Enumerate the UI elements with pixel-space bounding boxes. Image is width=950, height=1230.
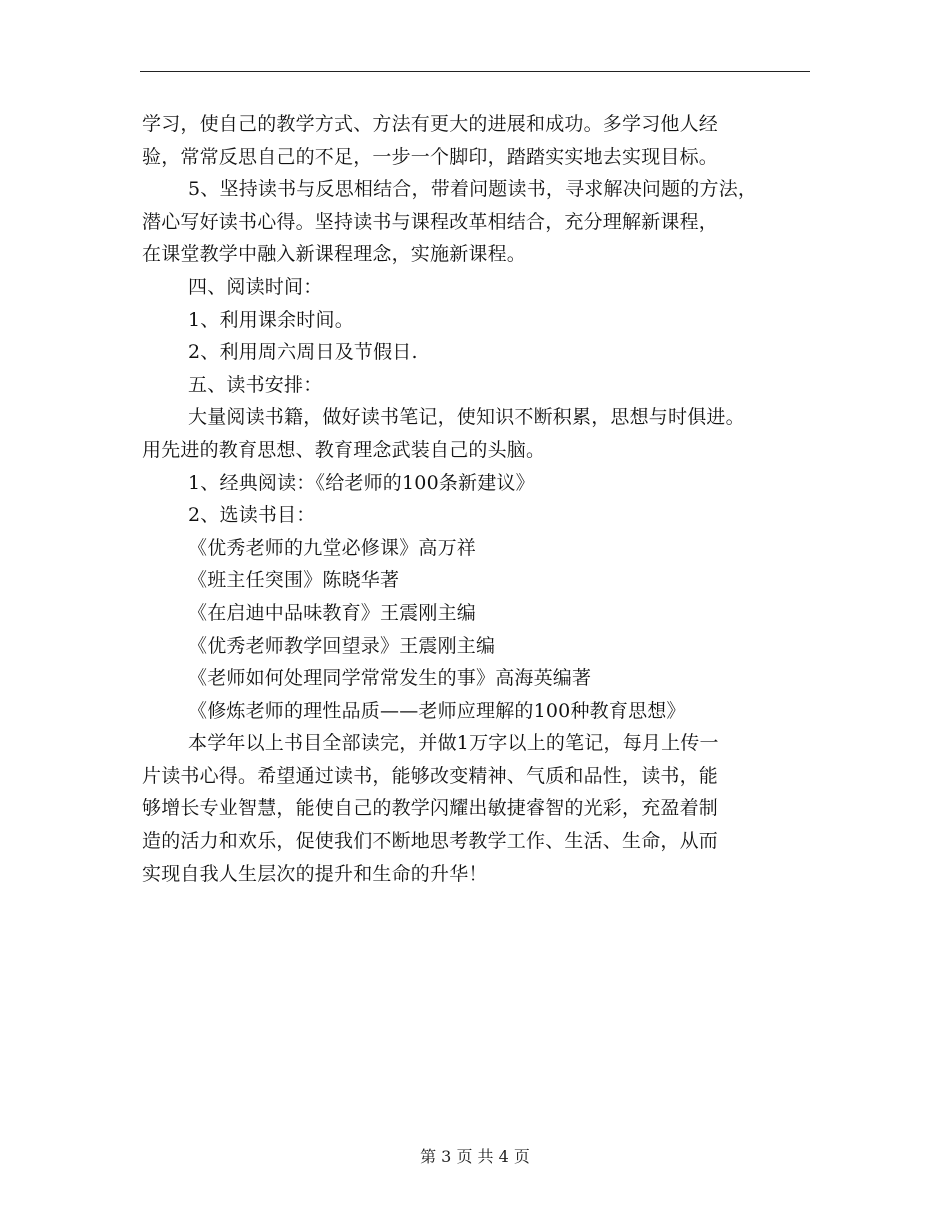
text-line: 《修炼老师的理性品质——老师应理解的100种教育思想》 [188,699,686,722]
text-line: 潜心写好读书心得。坚持读书与课程改革相结合，充分理解新课程， [142,210,719,233]
text-line: 实现自我人生层次的提升和生命的升华！ [142,862,488,885]
text-line: 大量阅读书籍，做好读书笔记，使知识不断积累，思想与时俱进。 [188,406,745,429]
text-line: 四、阅读时间： [188,275,323,298]
text-line: 1、利用课余时间。 [188,308,354,331]
page-footer: 第 3 页 共 4 页 [420,1147,530,1166]
body-text [142,108,832,890]
text-line: 在课堂教学中融入新课程理念，实施新课程。 [142,243,527,266]
text-line: 《老师如何处理同学常常发生的事》高海英编著 [188,667,592,690]
text-line: 造的活力和欢乐，促使我们不断地思考教学工作、生活、生命，从而 [142,830,719,853]
text-line: 2、选读书目： [188,504,316,527]
text-line: 五、读书安排： [188,373,323,396]
text-line: 本学年以上书目全部读完，并做1万字以上的笔记，每月上传一 [188,732,719,755]
text-line: 学习，使自己的教学方式、方法有更大的进展和成功。多学习他人经 [142,113,719,135]
text-line: 片读书心得。希望通过读书，能够改变精神、气质和品性，读书，能 [142,764,719,787]
text-line: 用先进的教育思想、教育理念武装自己的头脑。 [142,438,546,461]
text-line: 1、经典阅读：《给老师的100条新建议》 [188,471,535,494]
text-line: 5、坚持读书与反思相结合，带着问题读书，寻求解决问题的方法， [188,178,758,201]
text-line: 2、利用周六周日及节假日. [188,341,418,364]
header-rule [140,71,810,72]
text-line: 够增长专业智慧，能使自己的教学闪耀出敏捷睿智的光彩，充盈着制 [142,797,719,820]
text-line: 《优秀老师教学回望录》王震刚主编 [188,634,496,657]
text-line: 验，常常反思自己的不足，一步一个脚印，踏踏实实地去实现目标。 [142,145,719,168]
text-line: 《优秀老师的九堂必修课》高万祥 [188,536,477,559]
text-line: 《在启迪中品味教育》王震刚主编 [188,601,477,624]
text-line: 《班主任突围》陈晓华著 [188,569,400,592]
